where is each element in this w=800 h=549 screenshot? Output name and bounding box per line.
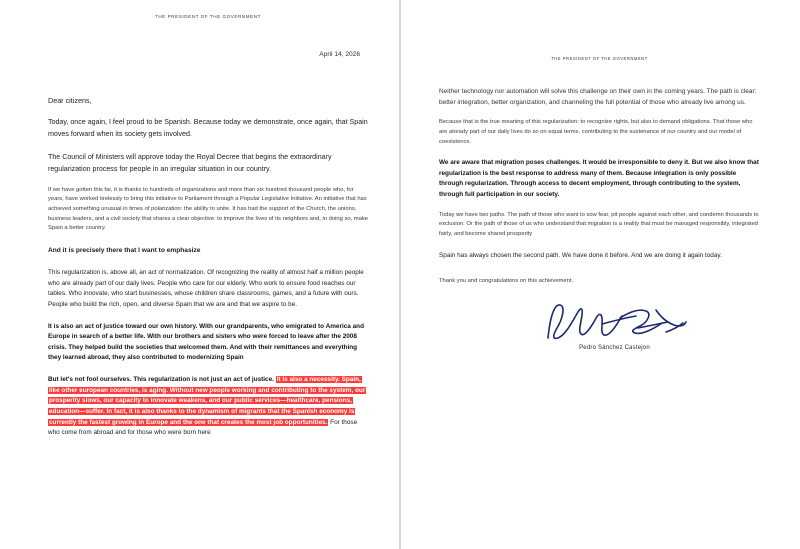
right-paragraph-4: Today we have two paths. The path of those who want to sow fear, pit people against each other, and condemn thousands to exclusion. Or the path of those of us who understand that migration is a reality that must be managed responsibly, integrated fairly, and become shared prosperity: [439, 211, 759, 238]
letter-date: April 14, 2026: [319, 51, 360, 58]
paragraph-1: Today, once again, I feel proud to be Spanish. Because today we demonstrate, once again, that Spain moves forward when its society gets involved.: [48, 118, 368, 138]
letter-greeting: Dear citizens,: [48, 96, 92, 105]
paragraph-6-strong: It is also an act of justice toward our own history. With our grandparents, who emigrated to America and Europe in search of a better life. With our brothers and sisters who were forced to leave after the 2008 crisis. They helped build the societies that welcomed them. And with their remittances and everything they learned abroad, they also contributed to modernizing Spain: [48, 322, 364, 362]
right-paragraph-3: [439, 158, 760, 201]
signature-name: Pedro Sánchez Castejon: [579, 344, 650, 351]
paragraph-3: If we have gotten this far, it is thanks to hundreds of organizations and more than six hundred thousand people who, for years, have worked tirelessly to bring this initiative to Parliament through a Popular Legislative Initiative. An initiative that has achieved something unusual in times of polarization: the ability to unite. It has had the support of the Church, the unions, business leaders, and a civil society that shares a clear objective: to improve the lives of its neighbors and, in doing so, make Spain a better country.: [48, 186, 368, 232]
paragraph-6: [48, 322, 368, 365]
right-paragraph-3-strong: We are aware that migration poses challenges. It would be irresponsible to deny it. But we also know that regularization is the best response to address many of them. Because integration is only possible through regularization. Through access to decent employment, through contributing to the system, through full participation in our society.: [439, 159, 759, 199]
letterhead-right: THE PRESIDENT OF THE GOVERNMENT: [551, 56, 648, 61]
document-page-right: [400, 0, 800, 549]
letterhead-left: THE PRESIDENT OF THE GOVERNMENT: [155, 14, 261, 19]
right-paragraph-2-text: Because that is the true meaning of this regularization: to recognize rights, but also to demand obligations. That those who are already part of our daily lives do so on equal terms, contributing to the sustenance of our country and our model of coexistence.: [439, 119, 753, 145]
signature-image: [540, 298, 690, 344]
right-paragraph-thanks: Thank you and congratulations on this achievement.: [439, 277, 574, 284]
highlight-span: It is also a necessity. Spain, like other european countries, is aging. Without new people working and contributing to the system, our prosperity slows, our capacity to innovate weakens, and our public services—healthcare, pensions, education—suffer. In fact, it is also thanks to the dynamism of migrants that the Spanish economy is currently the fastest growing in Europe and the one that creates the most job opportunities.: [49, 376, 366, 426]
right-paragraph-2: [439, 118, 760, 147]
paragraph-4-emphasis: And it is precisely there that I want to emphasize: [48, 247, 201, 255]
paragraph-7-highlighted: [48, 375, 368, 439]
paragraph-5: This regularization is, above all, an act of normalization. Of recognizing the reality of almost half a million people who are already part of our daily lives. People who care for our elderly. Who work to ensure food reaches our tables. Who innovate, who start businesses, whose children share classrooms, games, and a future with ours. People who build the rich, open, and diverse Spain that we are and that we aspire to be.: [48, 269, 364, 308]
right-paragraph-5: Spain has always chosen the second path. We have done it before. And we are doing it again today.: [439, 251, 722, 259]
page-gutter-divider: [399, 0, 400, 549]
highlight-suffix: For those who come from abroad and for those who were born here: [48, 418, 358, 437]
right-paragraph-1: Neither technology nor automation will solve this challenge on their own in the coming years. The path is clear: better integration, better organization, and channeling the full potential of those who already live among us.: [439, 88, 757, 106]
signature-block: [439, 298, 760, 351]
highlight-prefix: But let's not fool ourselves. This regularization is not just an act of justice.: [48, 376, 274, 384]
paragraph-2: The Council of Ministers will approve today the Royal Decree that begins the extraordinary regularization process for people in an irregular situation in our country.: [48, 153, 332, 173]
